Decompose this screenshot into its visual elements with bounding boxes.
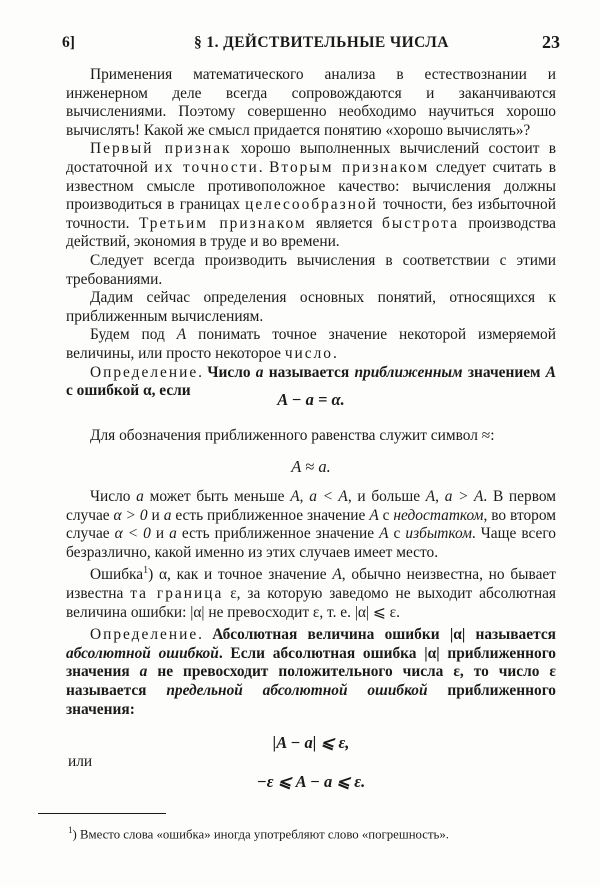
page-header [62, 34, 560, 56]
definition-approximate-value: Определение. Число a называется приближенным значением A с ошибкой α, если [66, 363, 557, 400]
formula-approx-equal: A ≈ a. [291, 457, 331, 476]
formula-error-definition: A − a = α. [277, 390, 345, 409]
footnote-divider [38, 813, 166, 814]
text-block-1 [66, 66, 556, 401]
text-block-2 [66, 427, 556, 446]
formula-abs-bound: |A − a| ⩽ ε, [272, 733, 350, 752]
text-block-3 [66, 488, 556, 719]
running-title: § 1. ДЕЙСТВИТЕЛЬНЫЕ ЧИСЛА [194, 34, 449, 51]
paragraph-definitions-intro: Дадим сейчас определения основных понятий, относящихся к приближенным вычислениям. [66, 289, 556, 325]
paragraph-requirements: Следует всегда производить вычисления в соответствии с этими требованиями. [66, 251, 556, 288]
page-number: 23 [542, 32, 560, 52]
paragraph-criteria: Первый признак хорошо выполненных вычислений состоит в достаточной их точности. Вторым признаком следует считать в известном смысле противоположное качество: вычисления должны производиться в границах целесообразной точности, без избыточной точности. Третьим признаком является быстрота производства действий, экономия в труде и во времени. [66, 140, 556, 251]
paragraph-error-bound: Ошибка$^1$) α, как и точное значение A, обычно неизвестна, но бывает известна та граница ε, за которую заведомо не выходит абсолютная величина ошибки: |α| не превосходит ε, т. е. |α| ⩽ ε. [66, 565, 556, 621]
section-ref: 6] [62, 34, 75, 51]
connector-word: или [68, 753, 93, 770]
paragraph-intro: Применения математического анализа в естествознании и инженерном деле всегда сопровождаются и заканчиваются вычислениями. Поэтому совершенно необходимо научиться хорошо вычислять! Какой же смысл придается понятию «хорошо вычислять»? [66, 66, 556, 139]
formula-double-inequality: −ε ⩽ A − a ⩽ ε. [256, 772, 366, 791]
footnote-ref: 1 [143, 565, 149, 577]
paragraph-approx-symbol: Для обозначения приближенного равенства служит символ ≈: [90, 427, 495, 444]
definition-absolute-error: Определение. Абсолютная величина ошибки |α| называется абсолютной ошибкой. Если абсолютная ошибка |α| приближенного значения a не превосходит положительного числа ε, то число ε называется предельной абсолютной ошибкой приближенного значения: [66, 626, 556, 718]
footnote: $^1$) Вместо слова «ошибка» иногда употребляют слово «погрешность». [68, 825, 449, 842]
paragraph-exact-value: Будем под A понимать точное значение некоторой измеряемой величины, или просто некоторое число. [66, 326, 556, 362]
paragraph-less-greater: Число a может быть меньше A, a < A, и больше A, a > A. В первом случае α > 0 и a есть приближенное значение A с недостатком, во втором случае α < 0 и a есть приближенное значение A с избытком. Чаще всего безразлично, какой именно из этих случаев имеет место. [66, 488, 557, 561]
